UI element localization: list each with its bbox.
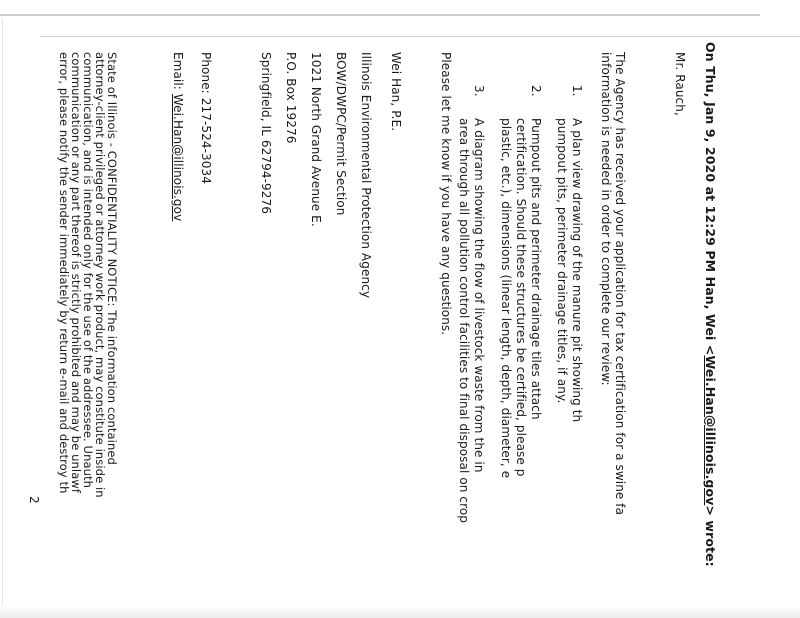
confidentiality-line: communication, and is intended only for the use of the addressee. Unauth	[81, 52, 95, 489]
signature-pobox: P.O. Box 19276	[284, 52, 298, 144]
request-item-1	[569, 85, 585, 422]
signature-email-link[interactable]: Wei.Han@illinois.gov	[171, 93, 185, 222]
intro-line-1: The Agency has received your application for tax certification for a swine fa	[613, 52, 627, 516]
item-line: plastic, etc.), dimensions (linear length, depth, diameter, e	[499, 118, 513, 479]
greeting: Mr. Rauch,	[673, 52, 687, 116]
signature-section: BOW/DWPC/Permit Section	[334, 52, 348, 216]
intro-line-2: information is needed in order to complete our review:	[599, 52, 613, 386]
signature-email-label: Email:	[171, 52, 185, 94]
signature-street: 1021 North Grand Avenue E.	[309, 52, 323, 227]
confidentiality-line: communication or any part thereof is strictly prohibited and may be unlawf	[69, 52, 83, 493]
email-header	[702, 42, 718, 567]
scan-edge-top	[0, 14, 760, 16]
scan-edge-left	[2, 18, 3, 608]
item-line: certification. Should these structures be certified, please p	[514, 118, 528, 477]
signature-phone: Phone: 217-524-3034	[199, 52, 213, 184]
item-line: area through all pollution control facilities to final disposal on crop	[457, 118, 471, 524]
confidentiality-line: attorney-client privileged or attorney work product, may constitute inside in	[93, 52, 107, 498]
item-line: pumpout pits, perimeter drainage titles, if any.	[555, 118, 569, 404]
item-line: Pumpout pits and perimeter drainage tiles attach	[529, 118, 543, 420]
item-number: 3.	[472, 85, 486, 97]
page-number: 2	[27, 496, 41, 504]
email-header-suffix: > wrote:	[703, 505, 718, 567]
item-number: 1.	[570, 85, 584, 97]
signature-city: Springfield, IL 62794-9276	[259, 52, 273, 214]
scan-line	[40, 36, 800, 37]
signature-agency: Illinois Environmental Protection Agency	[359, 52, 373, 299]
request-item-2	[528, 85, 544, 420]
confidentiality-line: error, please notify the sender immediately by return e-mail and destroy th	[57, 52, 71, 494]
request-item-3	[471, 85, 487, 473]
confidentiality-line: State of Illinois - CONFIDENTIALITY NOTICE: The information contained	[105, 52, 119, 465]
email-header-prefix: On Thu, Jan 9, 2020 at 12:29 PM Han, Wei <	[703, 42, 718, 356]
closing-line: Please let me know if you have any questions.	[439, 52, 453, 336]
scan-edge-bottom	[0, 606, 800, 618]
signature-name: Wei Han, P.E.	[389, 52, 403, 132]
item-line: A plan view drawing of the manure pit showing th	[570, 118, 584, 423]
signature-email	[170, 52, 186, 221]
item-number: 2.	[529, 85, 543, 97]
email-header-address-link[interactable]: Wei.Han@illinois.gov	[703, 355, 718, 506]
item-line: A diagram showing the flow of livestock waste from the in	[472, 118, 486, 473]
